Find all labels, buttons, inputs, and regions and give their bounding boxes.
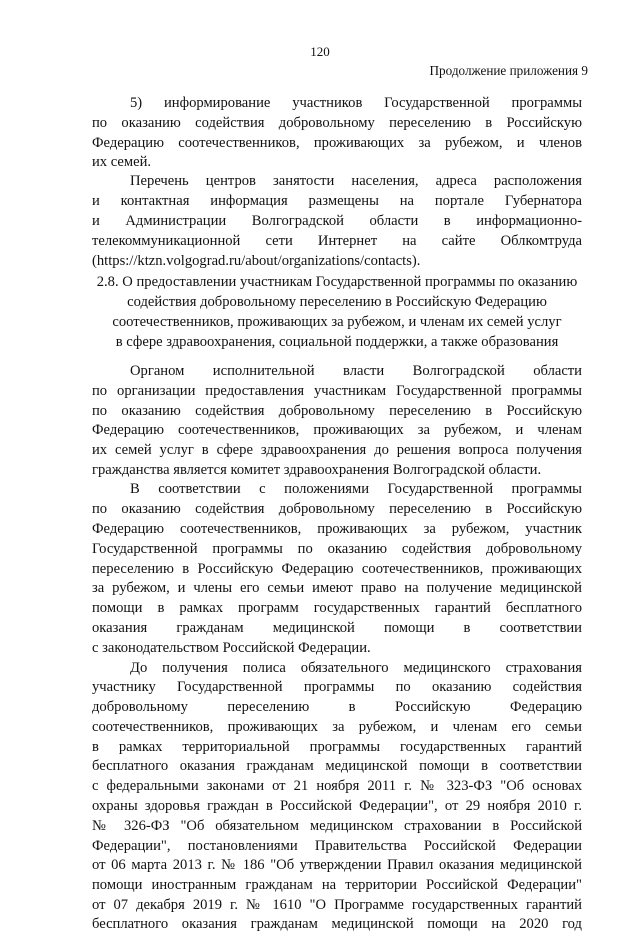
text-line: Федерацию соотечественников, проживающих за рубежом, участник: [92, 521, 582, 537]
text-line: бесплатного оказания гражданам медицинской помощи на 2020 год: [92, 916, 582, 932]
text-line: Федерацию соотечественников, проживающих за рубежом, и членов: [92, 135, 582, 151]
text-line: по организации предоставления участникам Государственной программы: [92, 383, 582, 399]
text-line: бесплатного оказания гражданам медицинской помощи в соответствии: [92, 758, 582, 774]
text-line: Перечень центров занятости населения, адреса расположения: [130, 173, 582, 189]
text-line: переселению в Российскую Федерацию соотечественников, проживающих: [92, 561, 582, 577]
text-line: охраны здоровья граждан в Российской Федерации", от 29 ноября 2010 г.: [92, 798, 582, 814]
text-line: помощи в рамках программ государственных гарантий бесплатного: [92, 600, 582, 616]
text-line: в рамках территориальной программы государственных гарантий: [92, 739, 582, 755]
text-line: по оказанию содействия добровольному переселению в Российскую: [92, 501, 582, 517]
text-line: по оказанию содействия добровольному переселению в Российскую: [92, 115, 582, 131]
text-line: До получения полиса обязательного медицинского страхования: [130, 660, 582, 676]
text-line: 5) информирование участников Государственной программы: [130, 95, 582, 111]
text-line: и контактная информация размещены на портале Губернатора: [92, 193, 582, 209]
text-line: помощи иностранным гражданам на территории Российской Федерации": [92, 877, 582, 893]
text-line: В соответствии с положениями Государственной программы: [130, 481, 582, 497]
text-line: Органом исполнительной власти Волгоградской области: [130, 363, 582, 379]
text-line: (https://ktzn.volgograd.ru/about/organizations/contacts).: [92, 253, 421, 269]
text-line: Федерацию соотечественников, проживающих за рубежом, и членам: [92, 422, 582, 438]
text-line: добровольному переселению в Российскую Федерацию: [92, 699, 582, 715]
text-line: в сфере здравоохранения, социальной поддержки, а также образования: [115, 334, 559, 350]
text-line: оказания гражданам медицинской помощи в соответствии: [92, 620, 582, 636]
text-line: от 07 декабря 2019 г. № 1610 "О Программе государственных гарантий: [92, 897, 582, 913]
text-line: Государственной программы по оказанию содействия добровольному: [92, 541, 582, 557]
text-line: 2.8. О предоставлении участникам Государственной программы по оказанию: [96, 274, 578, 290]
text-line: участнику Государственной программы по оказанию содействия: [92, 679, 582, 695]
text-line: № 326-ФЗ "Об обязательном медицинском страховании в Российской: [92, 818, 582, 834]
text-line: соотечественников, проживающих за рубежом, и членам их семей услуг: [112, 314, 562, 330]
text-line: и Администрации Волгоградской области в информационно-: [92, 213, 582, 229]
text-line: содействия добровольному переселению в Российскую Федерацию: [127, 294, 547, 310]
text-line: их семей.: [92, 154, 152, 170]
text-line: Федерации", постановлениями Правительства Российской Федерации: [92, 838, 582, 854]
text-line: с законодательством Российской Федерации.: [92, 640, 371, 656]
text-line: телекоммуникационной сети Интернет на сайте Облкомтруда: [92, 233, 582, 249]
continuation-note: Продолжение приложения 9: [429, 63, 588, 78]
text-line: соотечественников, проживающих за рубежом, и членам его семьи: [92, 719, 582, 735]
text-line: за рубежом, и члены его семьи имеют право на получение медицинской: [92, 580, 582, 596]
text-line: гражданства является комитет здравоохранения Волгоградской области.: [92, 462, 542, 478]
text-line: от 06 марта 2013 г. № 186 "Об утверждении Правил оказания медицинской: [92, 857, 582, 873]
text-line: с федеральными законами от 21 ноября 2011 г. № 323-ФЗ "Об основах: [92, 778, 582, 794]
text-line: по оказанию содействия добровольному переселению в Российскую: [92, 403, 582, 419]
text-line: их семей услуг в сфере здравоохранения до решения вопроса получения: [92, 442, 582, 458]
page-number: 120: [310, 44, 330, 59]
